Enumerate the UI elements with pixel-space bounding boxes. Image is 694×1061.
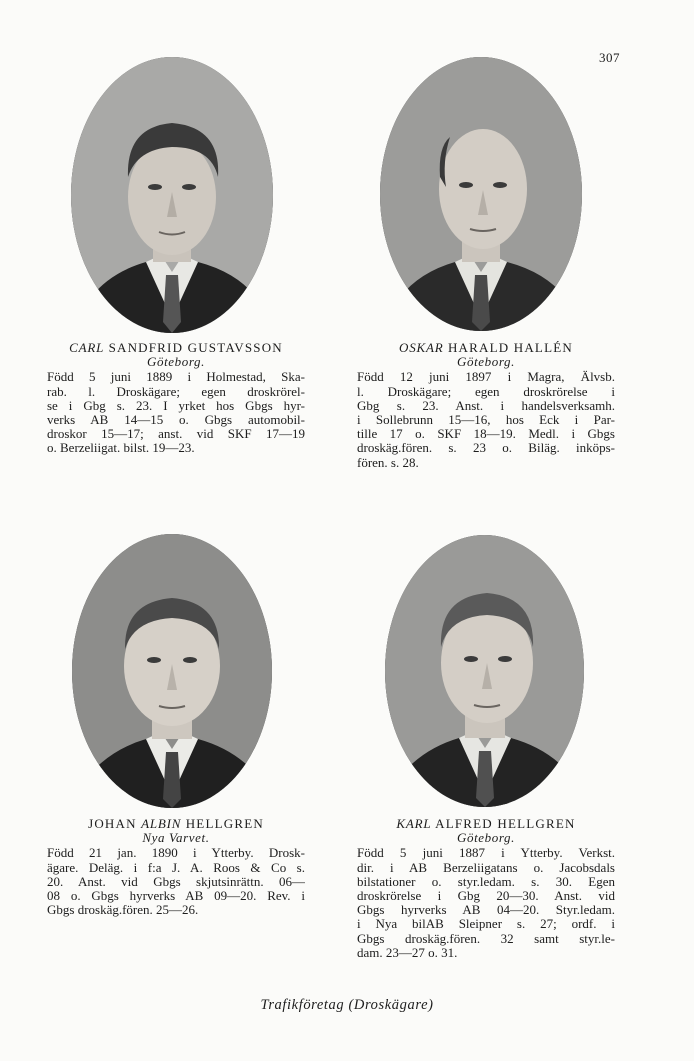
bio-line: dam. 23—27 o. 31.	[357, 945, 458, 960]
name-first: CARL	[69, 340, 105, 355]
portrait-photo-1	[71, 57, 273, 333]
bio-line: se i Gbg s. 23. I yrket hos Gbgs hyr-	[47, 398, 305, 413]
name-rest: HELLGREN	[185, 816, 264, 831]
man-portrait-icon	[380, 57, 582, 331]
biography-entry-4	[357, 817, 615, 960]
bio-line: o. Berzeliigat. bilst. 19—23.	[47, 441, 195, 456]
residence: Göteborg.	[457, 354, 515, 370]
bio-line: fören. s. 28.	[357, 455, 419, 470]
bio-line: Gbg s. 23. Anst. i handelsverksamh.	[357, 398, 615, 413]
portrait-photo-4	[385, 535, 584, 807]
bio-line: verks AB 14—15 o. Gbgs automobil-	[47, 413, 305, 428]
bio-line: Född 5 juni 1889 i Holmestad, Ska-	[47, 370, 305, 385]
bio-line: Gbgs droskäg.fören. 32 samt styr.le-	[357, 931, 615, 946]
bio-line: tille 17 o. SKF 18—19. Medl. i Gbgs	[357, 427, 615, 442]
biography-text	[357, 846, 615, 960]
person-name	[357, 817, 615, 831]
bio-line: i Nya bilAB Sleipner s. 27; ordf. i	[357, 917, 615, 932]
page-footer-section-title: Trafikföretag (Droskägare)	[260, 997, 434, 1013]
man-portrait-icon	[71, 57, 273, 333]
bio-line: ägare. Deläg. i f:a J. A. Roos & Co s.	[47, 860, 305, 875]
biography-entry-1	[47, 341, 305, 456]
bio-line: droskor 15—17; anst. vid SKF 17—19	[47, 427, 305, 442]
bio-line: 20. Anst. vid Gbgs skjutsinrättn. 06—	[47, 874, 305, 889]
bio-line: i Sollebrunn 15—16, hos Eck i Par-	[357, 413, 615, 428]
biography-entry-3	[47, 817, 305, 917]
name-first: JOHAN	[88, 816, 137, 831]
portrait-photo-2	[380, 57, 582, 331]
residence: Nya Varvet.	[142, 830, 210, 846]
name-rest: ALFRED HELLGREN	[435, 816, 576, 831]
biography-text	[47, 846, 305, 917]
person-name	[47, 341, 305, 355]
portrait-photo-3	[72, 534, 272, 808]
bio-line: bilstationer o. styr.ledam. s. 30. Egen	[357, 874, 615, 889]
bio-line: Född 12 juni 1897 i Magra, Älvsb.	[357, 370, 615, 385]
page-number: 307	[599, 50, 620, 65]
bio-line: Född 5 juni 1887 i Ytterby. Verkst.	[357, 846, 615, 861]
residence: Göteborg.	[147, 354, 205, 370]
person-name	[47, 817, 305, 831]
bio-line: rab. l. Droskägare; egen droskrörel-	[47, 384, 305, 399]
bio-line: l. Droskägare; egen droskrörelse i	[357, 384, 615, 399]
person-name	[357, 341, 615, 355]
name-first: OSKAR	[399, 340, 444, 355]
residence: Göteborg.	[457, 830, 515, 846]
bio-line: droskäg.fören. s. 23 o. Biläg. inköps-	[357, 441, 615, 456]
man-portrait-icon	[385, 535, 584, 807]
bio-line: Gbgs hyrverks AB 04—20. Styr.ledam.	[357, 903, 615, 918]
biography-text	[357, 370, 615, 469]
name-rest: HARALD HALLÉN	[447, 340, 573, 355]
biography-entry-2	[357, 341, 615, 470]
man-portrait-icon	[72, 534, 272, 808]
bio-line: Född 21 jan. 1890 i Ytterby. Drosk-	[47, 846, 305, 861]
biography-text	[47, 370, 305, 455]
bio-line: dir. i AB Berzeliigatans o. Jacobsdals	[357, 860, 615, 875]
name-rest: SANDFRID GUSTAVSSON	[108, 340, 283, 355]
bio-line: 08 o. Gbgs hyrverks AB 09—20. Rev. i	[47, 889, 305, 904]
bio-line: droskrörelse i Gbg 20—30. Anst. vid	[357, 889, 615, 904]
bio-line: Gbgs droskäg.fören. 25—26.	[47, 903, 199, 918]
name-mid: ALBIN	[141, 816, 182, 831]
name-first: KARL	[396, 816, 432, 831]
